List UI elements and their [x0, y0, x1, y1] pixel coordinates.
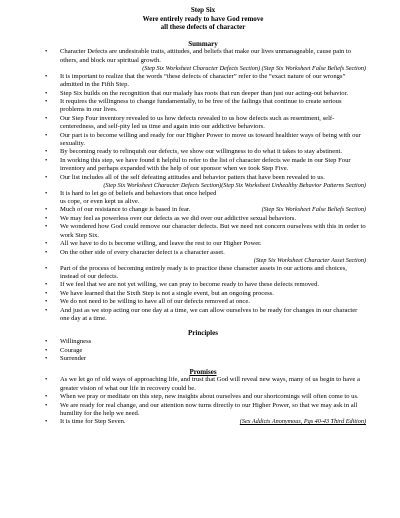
item-text: Courage	[60, 346, 83, 354]
bullet-icon: •	[45, 206, 48, 214]
item-text: It is important to realize that the words “these defects of character” refer to the “exact nature of our wrongs” admitted in the Fifth Step.	[60, 72, 346, 89]
list-item	[40, 90, 366, 98]
bullet-icon: •	[45, 346, 48, 354]
principles-heading: Principles	[188, 329, 218, 338]
bullet-icon: •	[45, 72, 48, 80]
list-item	[40, 418, 366, 426]
item-text: It is time for Step Seven.	[60, 418, 126, 426]
item-text: By becoming ready to relinquish our defects, we show our willingness to do what it takes to stay abstinent.	[60, 148, 343, 156]
bullet-icon: •	[45, 298, 48, 306]
item-text: Part of the process of becoming entirely ready is to practice these character assets in our actions and choices, instead of our defects.	[60, 264, 347, 280]
list-item	[40, 98, 366, 115]
item-text: All we have to do is become willing, and leave the rest to our Higher Power.	[60, 240, 262, 248]
bullet-icon: •	[45, 223, 48, 231]
list-item	[40, 174, 366, 190]
summary-heading: Summary	[188, 39, 218, 48]
list-item	[40, 148, 366, 156]
list-item	[40, 215, 366, 223]
summary-list	[40, 48, 366, 323]
bullet-icon: •	[45, 393, 48, 401]
list-item	[40, 355, 366, 364]
promises-list	[40, 376, 366, 426]
list-item	[40, 48, 366, 72]
list-item	[40, 402, 366, 419]
item-text: Character Defects are undesirable traits, attitudes, and beliefs that make our lives unmanageable, cause pain to others, and block our spiritual growth.	[60, 48, 352, 64]
title-line-3: all these defects of character	[160, 23, 246, 32]
bullet-icon: •	[45, 89, 48, 97]
item-text: In working this step, we have found it helpful to refer to the list of character defects we made in our Step Four inventory and perhaps expanded with the help of our sponsor when we took Step Five.	[60, 156, 351, 173]
list-item	[40, 265, 366, 282]
bullet-icon: •	[45, 401, 48, 409]
list-item	[40, 298, 366, 306]
list-item	[40, 290, 366, 298]
item-text: On the other side of every character defect is a character asset.	[60, 248, 225, 256]
list-item	[40, 376, 366, 393]
item-text: We wondered how God could remove our character defects. But we need not concern ourselves with this in order to work Step Six.	[60, 223, 366, 239]
item-text: Our Step Four inventory revealed to us how defects revealed to us how defects such as resentment, self-centeredness, and self-pity led us time and again into our addictive behaviors.	[60, 114, 335, 131]
list-item	[40, 240, 366, 248]
citation: (Step Six Worksheet Character Defects Section) (Step Six Worksheet False Beliefs Section)	[142, 65, 366, 73]
list-item	[40, 307, 366, 324]
citation: (Step Six Worksheet Character Defects Section)	[103, 182, 222, 190]
inline-citation: (Sex Addicts Anonymous, Pgs 40-43 Third Edition)	[239, 418, 366, 426]
list-item	[40, 206, 366, 214]
item-text: Willingness	[60, 337, 92, 345]
item-text: It requires the willingness to change fundamentally, to be free of the failings that continue to create serious problems in our lives.	[60, 98, 342, 114]
bullet-icon: •	[45, 289, 48, 297]
item-text: And just as we stop acting our one day at a time, we can allow ourselves to be ready for changes in our character one day at a time.	[60, 306, 358, 322]
item-text: We are ready for real change, and our attention now turns directly to our Higher Power, so that we may ask in all humility for the help we need.	[60, 401, 358, 417]
bullet-icon: •	[45, 98, 48, 105]
item-text: Our list includes all of the self defeating attitudes and behavior patters that have been revealed to us.	[60, 173, 325, 181]
list-item	[40, 132, 366, 149]
item-text: Our part is to become willing and ready for our Higher Power to move us toward healthier ways of being with our sexuality.	[60, 131, 361, 148]
list-item	[40, 347, 366, 356]
list-item	[40, 157, 366, 174]
list-item	[40, 223, 366, 240]
bullet-icon: •	[45, 240, 48, 248]
item-text: As we let go of old ways of approaching life, and trust that God will reveal new ways, many of us begin to have a greater vision of what our life in recovery could be.	[60, 376, 360, 392]
bullet-icon: •	[45, 355, 48, 363]
list-item	[40, 190, 366, 207]
bullet-icon: •	[45, 306, 48, 314]
bullet-icon: •	[45, 148, 48, 156]
item-text: We have learned that the Sixth Step is not a single event, but an ongoing process.	[60, 289, 274, 297]
bullet-icon: •	[45, 156, 48, 164]
bullet-icon: •	[45, 248, 48, 256]
bullet-icon: •	[45, 337, 48, 345]
bullet-icon: •	[45, 376, 48, 384]
principles-list	[40, 338, 366, 364]
bullet-icon: •	[45, 281, 48, 289]
item-text: We may feel as powerless over our defects as we did over our addictive sexual behaviors.	[60, 214, 297, 222]
list-item	[40, 73, 366, 90]
list-item	[40, 249, 366, 265]
inline-citation: (Step Six Worksheet Unhealthy Behavior Patterns Section)	[221, 182, 366, 190]
list-item	[40, 115, 366, 132]
title-line-1: Step Six	[190, 6, 216, 14]
bullet-icon: •	[45, 131, 48, 139]
item-text: Step Six builds on the recognition that our malady has roots that run deeper than just our acting-out behavior.	[60, 89, 349, 97]
item-text: It is hard to let go of beliefs and behaviors that once helped us cope, or even kept us alive.	[60, 189, 217, 206]
title-line-2: Were entirely ready to have God remove	[142, 14, 264, 23]
item-text: Surrender	[60, 355, 86, 363]
item-text: Much of our resistance to change is based in fear.	[60, 206, 191, 214]
list-item	[40, 338, 366, 347]
item-text: We do not need to be willing to have all of our defects removed at once.	[60, 298, 250, 306]
bullet-icon: •	[45, 48, 48, 56]
bullet-icon: •	[45, 173, 48, 181]
bullet-icon: •	[45, 264, 48, 272]
item-text: When we pray or meditate on this step, new insights about ourselves and our shortcomings will often come to us.	[60, 393, 359, 401]
inline-citation: (Step Six Worksheet False Beliefs Section)	[261, 206, 366, 214]
bullet-icon: •	[45, 418, 48, 426]
bullet-icon: •	[45, 214, 48, 222]
bullet-icon: •	[45, 189, 48, 197]
list-item	[40, 393, 366, 401]
citation: (Step Six Worksheet Character Asset Section)	[253, 256, 366, 264]
list-item	[40, 281, 366, 289]
bullet-icon: •	[45, 114, 48, 122]
promises-heading: Promises	[189, 367, 217, 376]
item-text: If we feel that we are not yet willing, we can pray to become ready to have these defects removed.	[60, 281, 320, 289]
